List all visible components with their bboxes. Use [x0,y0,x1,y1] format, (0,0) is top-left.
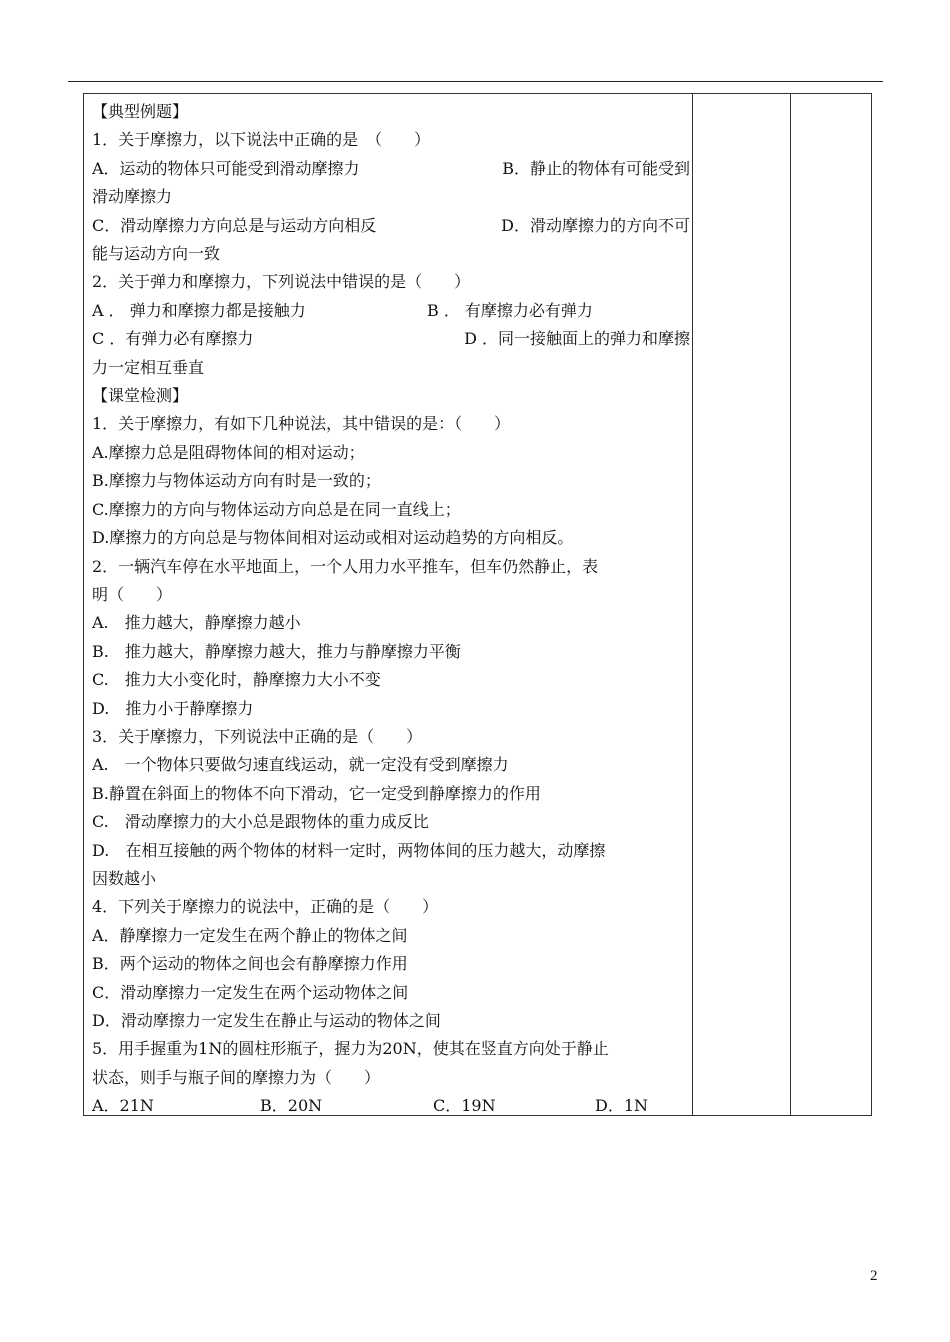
test3-stem: 3．关于摩擦力，下列说法中正确的是（ ） [92,726,423,746]
test5-option-d: D．1N [595,1096,649,1116]
example2-option-c: C ．有弹力必有摩擦力 [92,329,254,349]
test2-stem-head: 2．一辆汽车停在水平地面上，一个人用力水平推车，但车仍然静止，表 [92,556,599,576]
example1-option-a: A．运动的物体只可能受到滑动摩擦力 [92,158,360,178]
test5-stem-tail: 状态，则手与瓶子间的摩擦力为（ ） [92,1067,381,1087]
worksheet-table [83,93,872,1116]
example2-stem: 2．关于弹力和摩擦力，下列说法中错误的是（ ） [92,272,471,292]
test5-stem-head: 5．用手握重为1N的圆柱形瓶子，握力为20N，使其在竖直方向处于静止 [92,1039,609,1059]
example1-option-c: C．滑动摩擦力方向总是与运动方向相反 [92,215,377,235]
test1-option-d: D.摩擦力的方向总是与物体间相对运动或相对运动趋势的方向相反。 [92,528,574,548]
example1-option-d-head: D．滑动摩擦力的方向不可 [501,215,690,235]
example1-option-b-head: B．静止的物体有可能受到 [502,158,690,178]
test4-stem: 4．下列关于摩擦力的说法中，正确的是（ ） [92,897,439,917]
page-number: 2 [870,1268,878,1284]
test3-option-a: A. 一个物体只要做匀速直线运动，就一定没有受到摩擦力 [92,755,509,775]
test3-option-d-head: D. 在相互接触的两个物体的材料一定时，两物体间的压力越大，动摩擦 [92,840,606,860]
content-column [92,98,690,1121]
example2-option-d-head: D ．同一接触面上的弹力和摩擦 [464,329,690,349]
example1-stem: 1．关于摩擦力，以下说法中正确的是 （ ） [92,130,431,150]
section-heading-typical-examples: 【典型例题】 [92,102,189,121]
section-heading-classroom-test: 【课堂检测】 [92,386,189,406]
example2-options-ab [92,297,690,325]
test2-option-a: A. 推力越大，静摩擦力越小 [92,613,301,633]
example2-options-cd [92,325,690,353]
example1-options-ab [92,155,690,183]
test5-option-c: C．19N [433,1096,496,1116]
test5-option-b: B．20N [260,1096,323,1116]
test2-option-c: C. 推力大小变化时，静摩擦力大小不变 [92,670,381,690]
example1-option-d-tail: 能与运动方向一致 [92,244,221,264]
test2-option-b: B. 推力越大，静摩擦力越大，推力与静摩擦力平衡 [92,641,461,661]
example1-options-cd [92,212,690,240]
test2-option-d: D. 推力小于静摩擦力 [92,698,254,718]
test1-option-b: B.摩擦力与物体运动方向有时是一致的； [92,471,381,491]
header-rule [68,81,883,82]
example2-option-b: B ． 有摩擦力必有弹力 [427,300,593,320]
example2-option-a: A ． 弹力和摩擦力都是接触力 [92,300,306,320]
test3-option-b: B.静置在斜面上的物体不向下滑动，它一定受到静摩擦力的作用 [92,783,541,803]
test3-option-c: C. 滑动摩擦力的大小总是跟物体的重力成反比 [92,812,429,832]
test1-stem: 1．关于摩擦力，有如下几种说法，其中错误的是：（ ） [92,414,511,434]
test4-option-d: D．滑动摩擦力一定发生在静止与运动的物体之间 [92,1011,441,1030]
column-divider-1 [692,94,693,1115]
column-divider-2 [790,94,791,1115]
example2-option-d-tail: 力一定相互垂直 [92,357,205,377]
test1-option-a: A.摩擦力总是阻碍物体间的相对运动； [92,442,365,462]
example1-option-b-tail: 滑动摩擦力 [92,187,173,207]
test2-stem-tail: 明（ ） [92,584,173,604]
test4-option-a: A．静摩擦力一定发生在两个静止的物体之间 [92,925,408,945]
test4-option-b: B．两个运动的物体之间也会有静摩擦力作用 [92,954,408,974]
test5-options [92,1092,690,1120]
test1-option-c: C.摩擦力的方向与物体运动方向总是在同一直线上； [92,499,461,519]
test4-option-c: C．滑动摩擦力一定发生在两个运动物体之间 [92,982,409,1002]
test3-option-d-tail: 因数越小 [92,868,157,888]
test5-option-a: A．21N [92,1096,154,1116]
